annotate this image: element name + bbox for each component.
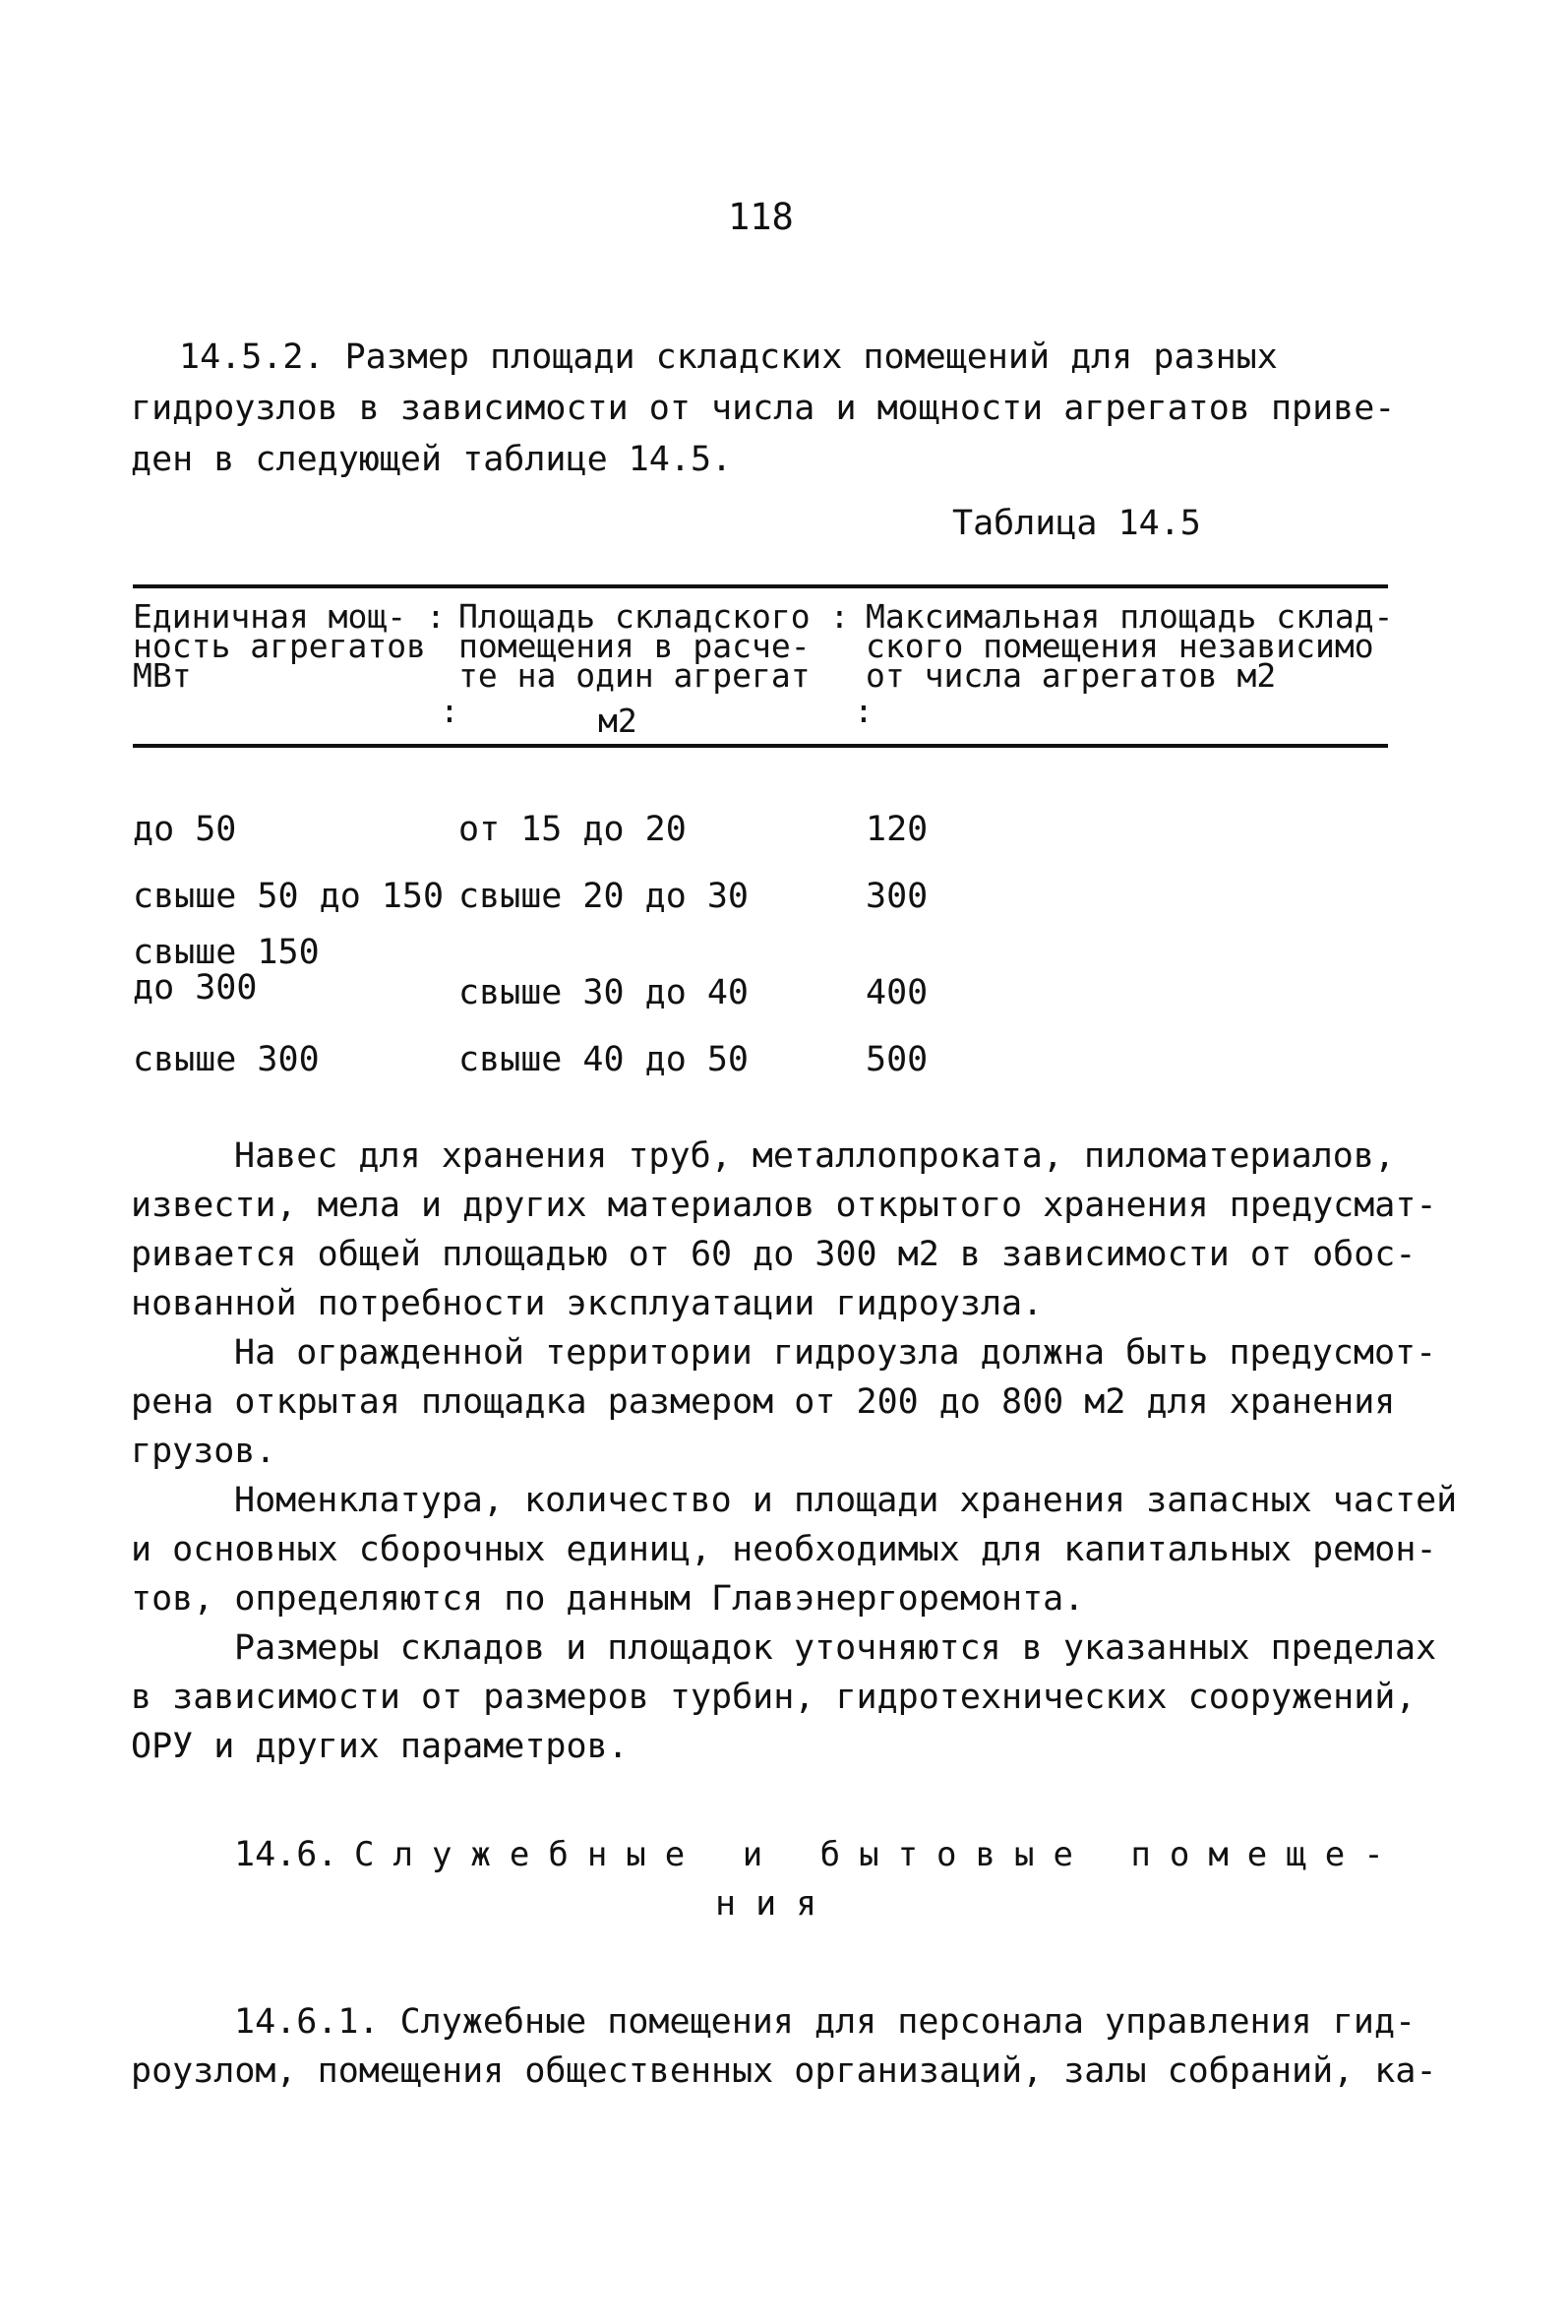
cell-power: до 300	[133, 968, 258, 1008]
header-line: МВт	[133, 656, 192, 695]
paragraph-line: гидроузлов в зависимости от числа и мощности агрегатов приве-	[131, 389, 1396, 428]
header-unit: м2	[598, 702, 637, 740]
header-line: Площадь складского :	[458, 597, 850, 636]
table-top-rule	[133, 584, 1388, 588]
paragraph-line: 14.5.2. Размер площади складских помещений для разных	[179, 337, 1278, 377]
paragraph-line: рена открытая площадка размером от 200 до 800 м2 для хранения	[131, 1382, 1396, 1422]
cell-max-area: 300	[866, 877, 929, 916]
paragraph-line: Номенклатура, количество и площади хранения запасных частей	[234, 1481, 1458, 1520]
paragraph-line: в зависимости от размеров турбин, гидротехнических сооружений,	[131, 1678, 1417, 1717]
paragraph-line: 14.6.1. Служебные помещения для персонала управления гид-	[234, 2002, 1417, 2042]
paragraph-line: тов, определяются по данным Главэнергоремонта.	[131, 1579, 1085, 1619]
cell-max-area: 400	[866, 973, 929, 1012]
header-line: ность агрегатов	[133, 627, 427, 665]
paragraph-line: Навес для хранения труб, металлопроката, пиломатериалов,	[234, 1136, 1396, 1176]
header-line: те на один агрегат	[458, 656, 811, 695]
paragraph-line: нованной потребности эксплуатации гидроузла.	[131, 1284, 1044, 1323]
cell-power: свыше 150	[133, 933, 320, 972]
cell-area-per-unit: свыше 30 до 40	[458, 973, 750, 1012]
paragraph-line: ОРУ и других параметров.	[131, 1727, 629, 1766]
section-title-line1: Служебные и бытовые помеще-	[354, 1835, 1403, 1874]
cell-max-area: 120	[866, 810, 929, 849]
paragraph-line: грузов.	[131, 1432, 276, 1471]
cell-power: свыше 50 до 150	[133, 877, 445, 916]
cell-area-per-unit: свыше 40 до 50	[458, 1040, 750, 1079]
page-number: 118	[728, 196, 794, 238]
header-line: от числа агрегатов м2	[866, 656, 1277, 695]
header-line: Максимальная площадь склад-	[866, 597, 1394, 636]
header-separator: :	[854, 692, 874, 730]
cell-max-area: 500	[866, 1040, 929, 1079]
cell-area-per-unit: свыше 20 до 30	[458, 877, 750, 916]
table-caption: Таблица 14.5	[952, 504, 1201, 543]
paragraph-line: На огражденной территории гидроузла должна быть предусмот-	[234, 1333, 1437, 1373]
table-header-rule	[133, 744, 1388, 748]
header-line: помещения в расче-	[458, 627, 811, 665]
header-line: Единичная мощ- :	[133, 597, 446, 636]
paragraph-line: ден в следующей таблице 14.5.	[131, 440, 733, 479]
header-separator: :	[440, 692, 459, 730]
paragraph-line: ривается общей площадью от 60 до 300 м2 в зависимости от обос-	[131, 1235, 1417, 1274]
section-title-line2: ния	[715, 1884, 837, 1924]
paragraph-line: извести, мела и других материалов открытого хранения предусмат-	[131, 1186, 1437, 1225]
cell-power: свыше 300	[133, 1040, 320, 1079]
section-number: 14.6.	[234, 1835, 338, 1874]
paragraph-line: роузлом, помещения общественных организаций, залы собраний, ка-	[131, 2051, 1437, 2091]
paragraph-line: Размеры складов и площадок уточняются в указанных пределах	[234, 1628, 1437, 1668]
cell-area-per-unit: от 15 до 20	[458, 810, 687, 849]
paragraph-line: и основных сборочных единиц, необходимых для капитальных ремон-	[131, 1530, 1437, 1569]
header-line: ского помещения независимо	[866, 627, 1374, 665]
cell-power: до 50	[133, 810, 237, 849]
